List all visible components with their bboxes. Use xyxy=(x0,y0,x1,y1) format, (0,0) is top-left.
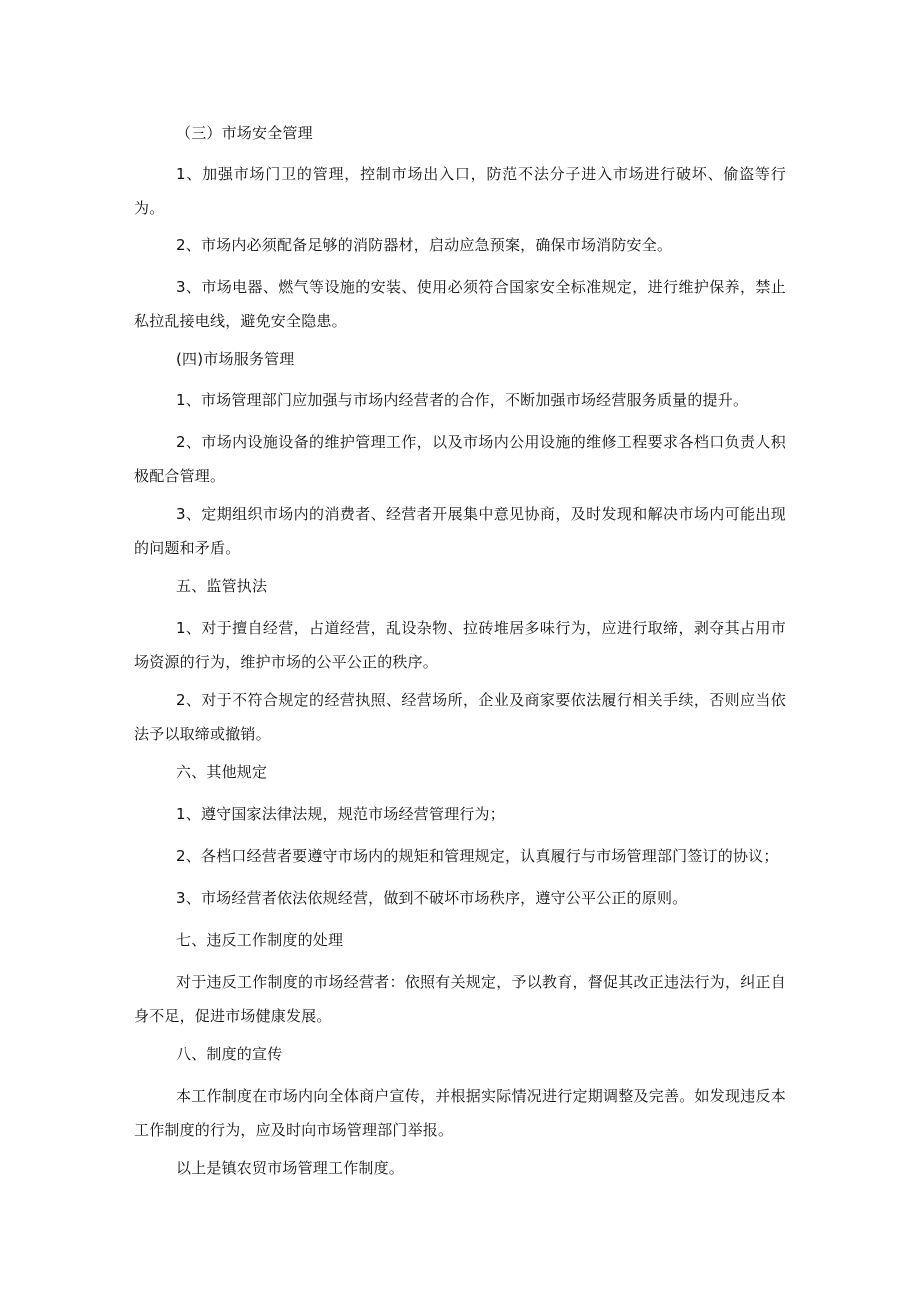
closing-statement: 以上是镇农贸市场管理工作制度。 xyxy=(176,1159,405,1177)
paragraph-enforcement-1: 1、对于擅自经营，占道经营，乱设杂物、拉砖堆居多味行为，应进行取缔，剥夺其占用市场资源的行为，维护市场的公平公正的秩序。 xyxy=(134,619,786,671)
paragraph-safety-1: 1、加强市场门卫的管理，控制市场出入口，防范不法分子进入市场进行破坏、偷盗等行为。 xyxy=(134,165,786,217)
section-heading-other-rules: 六、其他规定 xyxy=(176,763,268,781)
paragraph-other-2: 2、各档口经营者要遵守市场内的规矩和管理规定，认真履行与市场管理部门签订的协议； xyxy=(176,847,779,865)
paragraph-service-3: 3、定期组织市场内的消费者、经营者开展集中意见协商，及时发现和解决市场内可能出现的问题和矛盾。 xyxy=(134,505,786,557)
paragraph-service-1: 1、市场管理部门应加强与市场内经营者的合作，不断加强市场经营服务质量的提升。 xyxy=(176,391,749,409)
section-heading-violations: 七、违反工作制度的处理 xyxy=(176,931,344,949)
paragraph-violations: 对于违反工作制度的市场经营者：依照有关规定，予以教育，督促其改正违法行为，纠正自身不足，促进市场健康发展。 xyxy=(134,973,786,1025)
section-heading-publicity: 八、制度的宣传 xyxy=(176,1045,283,1063)
paragraph-publicity: 本工作制度在市场内向全体商户宣传，并根据实际情况进行定期调整及完善。如发现违反本工作制度的行为，应及时向市场管理部门举报。 xyxy=(134,1087,786,1139)
paragraph-other-1: 1、遵守国家法律法规，规范市场经营管理行为； xyxy=(176,805,505,823)
paragraph-safety-3: 3、市场电器、燃气等设施的安装、使用必须符合国家安全标准规定，进行维护保养，禁止私拉乱接电线，避免安全隐患。 xyxy=(134,278,786,330)
section-heading-enforcement: 五、监管执法 xyxy=(176,577,268,595)
paragraph-enforcement-2: 2、对于不符合规定的经营执照、经营场所，企业及商家要依法履行相关手续，否则应当依法予以取缔或撤销。 xyxy=(134,691,786,743)
paragraph-service-2: 2、市场内设施设备的维护管理工作，以及市场内公用设施的维修工程要求各档口负责人积极配合管理。 xyxy=(134,433,786,485)
section-heading-market-service: (四)市场服务管理 xyxy=(176,350,295,368)
paragraph-other-3: 3、市场经营者依法依规经营，做到不破坏市场秩序，遵守公平公正的原则。 xyxy=(176,889,688,907)
paragraph-safety-2: 2、市场内必须配备足够的消防器材，启动应急预案，确保市场消防安全。 xyxy=(176,236,673,254)
section-heading-market-safety: （三）市场安全管理 xyxy=(176,124,313,142)
